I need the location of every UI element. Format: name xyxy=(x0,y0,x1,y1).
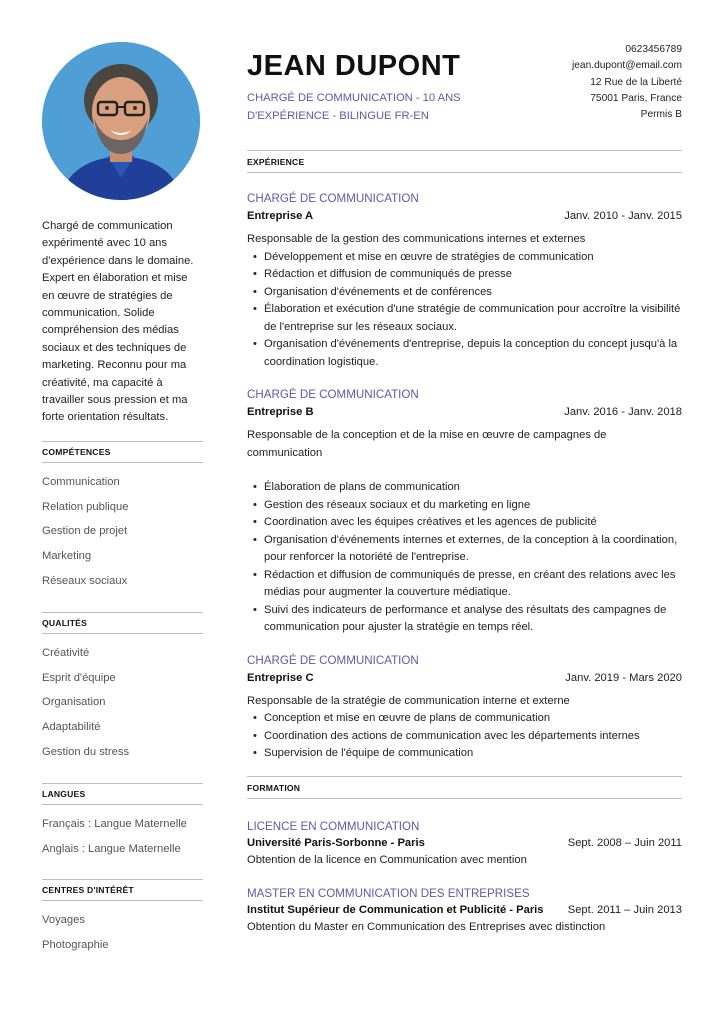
job-description: Responsable de la gestion des communications internes et externes xyxy=(247,233,586,245)
interests-heading: CENTRES D'INTÉRÊT xyxy=(42,879,203,901)
street-address: 12 Rue de la Liberté xyxy=(590,76,682,88)
portrait-photo-icon xyxy=(42,42,200,200)
list-item: Créativité xyxy=(42,646,90,659)
job-dates: Janv. 2019 - Mars 2020 xyxy=(565,671,682,684)
list-item: • Rédaction et diffusion de communiqués de presse xyxy=(247,266,682,284)
qualities-section xyxy=(42,612,203,769)
city-address: 75001 Paris, France xyxy=(590,92,682,104)
list-item: Français : Langue Maternelle xyxy=(42,817,187,830)
qualities-list xyxy=(42,645,203,769)
list-item: Organisation xyxy=(42,696,106,709)
languages-section xyxy=(42,783,203,866)
school-name: Institut Supérieur de Communication et Publicité - Paris xyxy=(247,904,544,916)
job-title: CHARGÉ DE COMMUNICATION xyxy=(247,653,419,667)
list-item: Gestion de projet xyxy=(42,525,128,538)
list-item: • Gestion des réseaux sociaux et du marketing en ligne xyxy=(247,497,682,515)
list-item: • Coordination avec les équipes créatives et les agences de publicité xyxy=(247,514,682,532)
job-dates: Janv. 2016 - Janv. 2018 xyxy=(564,406,682,418)
list-item: Voyages xyxy=(42,914,85,927)
skills-list xyxy=(42,474,203,598)
interests-section xyxy=(42,879,203,962)
education-description: Obtention du Master en Communication des Entreprises avec distinction xyxy=(247,921,606,933)
job-bullets xyxy=(247,710,682,763)
list-item: Anglais : Langue Maternelle xyxy=(42,842,181,855)
degree-title: LICENCE EN COMMUNICATION xyxy=(247,820,420,833)
job-title: CHARGÉ DE COMMUNICATION xyxy=(247,192,419,205)
list-item: • Développement et mise en œuvre de stratégies de communication xyxy=(247,249,682,267)
job-description: Responsable de la stratégie de communication interne et externe xyxy=(247,694,570,707)
school-name: Université Paris-Sorbonne - Paris xyxy=(247,837,425,849)
skills-section xyxy=(42,441,203,598)
education-heading: FORMATION xyxy=(247,776,682,799)
education-dates: Sept. 2008 – Juin 2011 xyxy=(567,837,682,849)
qualities-heading: QUALITÉS xyxy=(42,612,203,634)
candidate-name: JEAN DUPONT xyxy=(247,50,461,82)
list-item: • Suivi des indicateurs de performance et analyse des résultats des campagnes de communication pour ajuster la stratégie en temps réel. xyxy=(247,602,682,637)
phone-number: 0623456789 xyxy=(625,44,682,55)
list-item: Esprit d'équipe xyxy=(42,671,116,684)
job-company: Entreprise A xyxy=(247,210,314,222)
list-item: • Élaboration et exécution d'une stratégie de communication pour accroître la visibilité de l'entreprise sur les réseaux sociaux. xyxy=(247,301,682,336)
contact-block xyxy=(572,42,682,123)
list-item: Communication xyxy=(42,475,120,488)
profile-summary: Chargé de communication expérimenté avec 10 ans d'expérience dans le domaine. Expert en élaboration et mise en œuvre de stratégies de communication. Solide compréhension des médias sociaux et des techniques de marketing. Reconnu pour ma créativité, ma capacité à travailler sous pression et ma forte orientation résultats. xyxy=(42,220,194,424)
list-item: • Rédaction et diffusion de communiqués de presse, en créant des relations avec les médias pour augmenter la couverture médiatique. xyxy=(247,567,682,602)
degree-title: MASTER EN COMMUNICATION DES ENTREPRISES xyxy=(247,887,530,900)
list-item: • Coordination des actions de communication avec les départements internes xyxy=(247,728,682,746)
education-description: Obtention de la licence en Communication avec mention xyxy=(247,854,527,866)
job-company: Entreprise C xyxy=(247,671,314,684)
sidebar xyxy=(42,42,203,962)
education-dates: Sept. 2011 – Juin 2013 xyxy=(567,904,682,916)
languages-heading: LANGUES xyxy=(42,783,203,805)
list-item: Photographie xyxy=(42,939,109,952)
list-item: Gestion du stress xyxy=(42,746,130,759)
job-company: Entreprise B xyxy=(247,406,314,418)
list-item: Réseaux sociaux xyxy=(42,575,128,588)
experience-heading: EXPÉRIENCE xyxy=(247,150,682,173)
experience-section xyxy=(247,150,682,763)
candidate-headline: CHARGÉ DE COMMUNICATION - 10 ANS D'EXPÉRIENCE - BILINGUE FR-EN xyxy=(247,92,461,122)
job-description: Responsable de la conception et de la mise en œuvre de campagnes de communication xyxy=(247,429,607,459)
languages-list xyxy=(42,816,203,866)
job-entry xyxy=(247,653,682,763)
job-entry xyxy=(247,191,682,371)
email-address: jean.dupont@email.com xyxy=(571,60,682,72)
main-content xyxy=(247,42,682,933)
list-item: Relation publique xyxy=(42,500,129,513)
list-item: • Conception et mise en œuvre de plans de communication xyxy=(247,710,682,728)
driving-license: Permis B xyxy=(640,109,682,121)
job-title: CHARGÉ DE COMMUNICATION xyxy=(247,388,419,401)
list-item: Adaptabilité xyxy=(42,721,101,734)
job-bullets xyxy=(247,249,682,372)
list-item: Marketing xyxy=(42,550,92,563)
profile-photo xyxy=(42,42,200,200)
job-entry xyxy=(247,387,682,637)
education-section xyxy=(247,776,682,936)
list-item: • Supervision de l'équipe de communication xyxy=(247,745,682,763)
job-dates: Janv. 2010 - Janv. 2015 xyxy=(564,210,682,222)
list-item: • Élaboration de plans de communication xyxy=(247,479,682,497)
education-entry xyxy=(247,886,682,936)
list-item: • Organisation d'événements d'entreprise, depuis la conception du concept jusqu'à la coordination logistique. xyxy=(247,336,682,371)
interests-list xyxy=(42,912,203,962)
list-item: • Organisation d'événements et de conférences xyxy=(247,284,682,302)
job-bullets xyxy=(247,479,682,637)
education-entry xyxy=(247,819,682,869)
skills-heading: COMPÉTENCES xyxy=(42,441,203,463)
list-item: • Organisation d'événements internes et externes, de la conception à la coordination, pour renforcer la notoriété de l'entreprise. xyxy=(247,532,682,567)
